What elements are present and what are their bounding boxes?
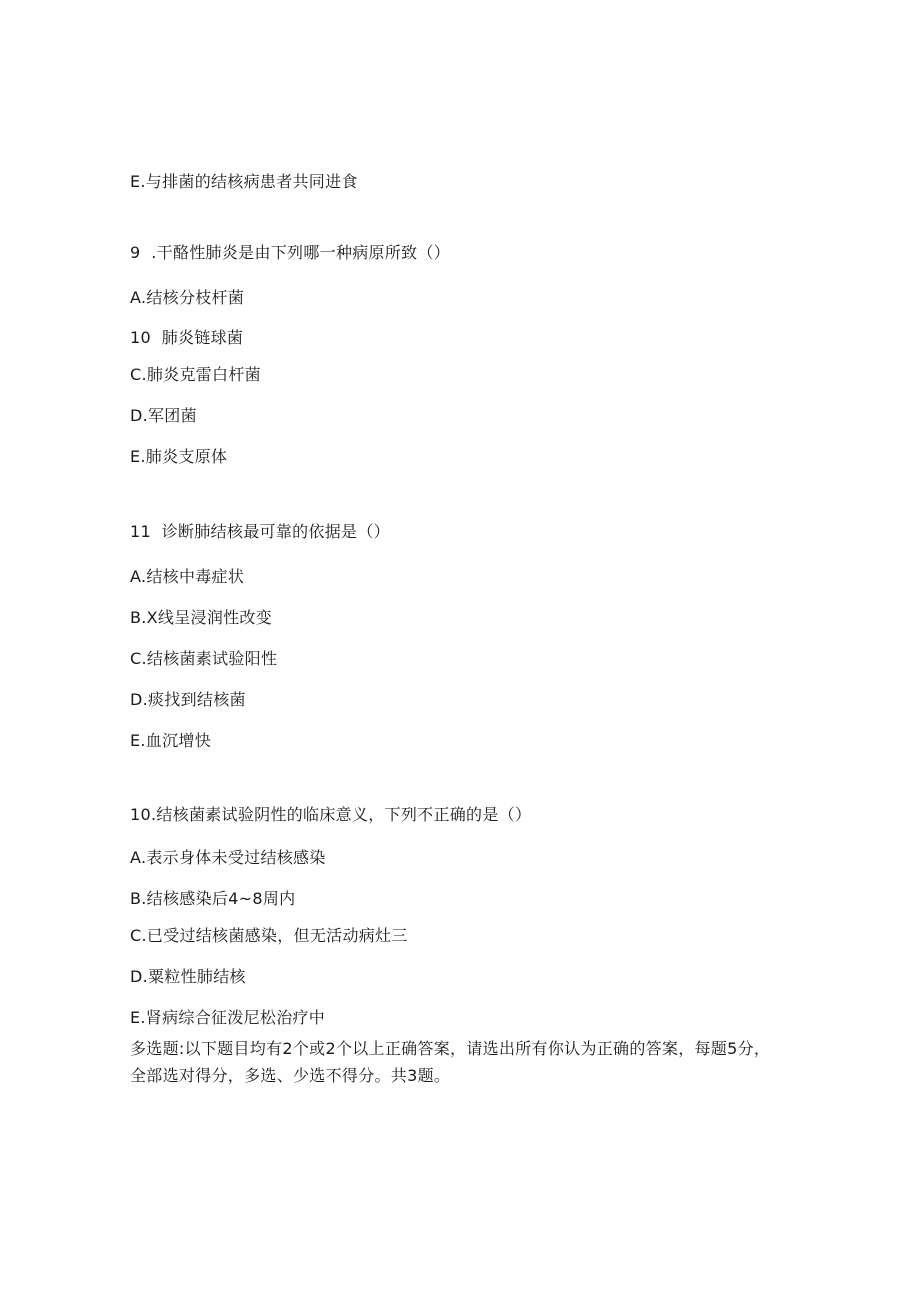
option-b-q11: B.X线呈浸润性改变 <box>130 608 273 627</box>
option-d-q11: D.痰找到结核菌 <box>130 690 246 709</box>
question-11: 11 诊断肺结核最可靠的依据是（） <box>130 522 390 541</box>
option-b-q9: 10 肺炎链球菌 <box>130 328 244 347</box>
line-option-e-q8: E.与排菌的结核病患者共同进食 <box>130 172 358 191</box>
option-c-q11: C.结核菌素试验阳性 <box>130 649 278 668</box>
option-e-q10: E.肾病综合征泼尼松治疗中 <box>130 1008 326 1027</box>
option-a-q9: A.结核分枝杆菌 <box>130 288 245 307</box>
option-b-q10: B.结核感染后4~8周内 <box>130 889 296 908</box>
multiple-choice-instruction: 多选题:以下题目均有2个或2个以上正确答案，请选出所有你认为正确的答案，每题5分，全部选对得分，多选、少选不得分。共3题。 <box>130 1039 771 1085</box>
question-9: 9 .干酪性肺炎是由下列哪一种病原所致（） <box>130 243 451 262</box>
option-e-q11: E.血沉增快 <box>130 731 211 750</box>
option-a-q10: A.表示身体未受过结核感染 <box>130 848 326 867</box>
question-10: 10.结核菌素试验阴性的临床意义，下列不正确的是（） <box>130 805 532 824</box>
option-c-q10: C.已受过结核菌感染，但无活动病灶三 <box>130 926 408 945</box>
option-c-q9: C.肺炎克雷白杆菌 <box>130 365 261 384</box>
option-d-q10: D.粟粒性肺结核 <box>130 967 246 986</box>
option-e-q9: E.肺炎支原体 <box>130 447 228 466</box>
option-a-q11: A.结核中毒症状 <box>130 567 245 586</box>
option-d-q9: D.军团菌 <box>130 406 197 425</box>
